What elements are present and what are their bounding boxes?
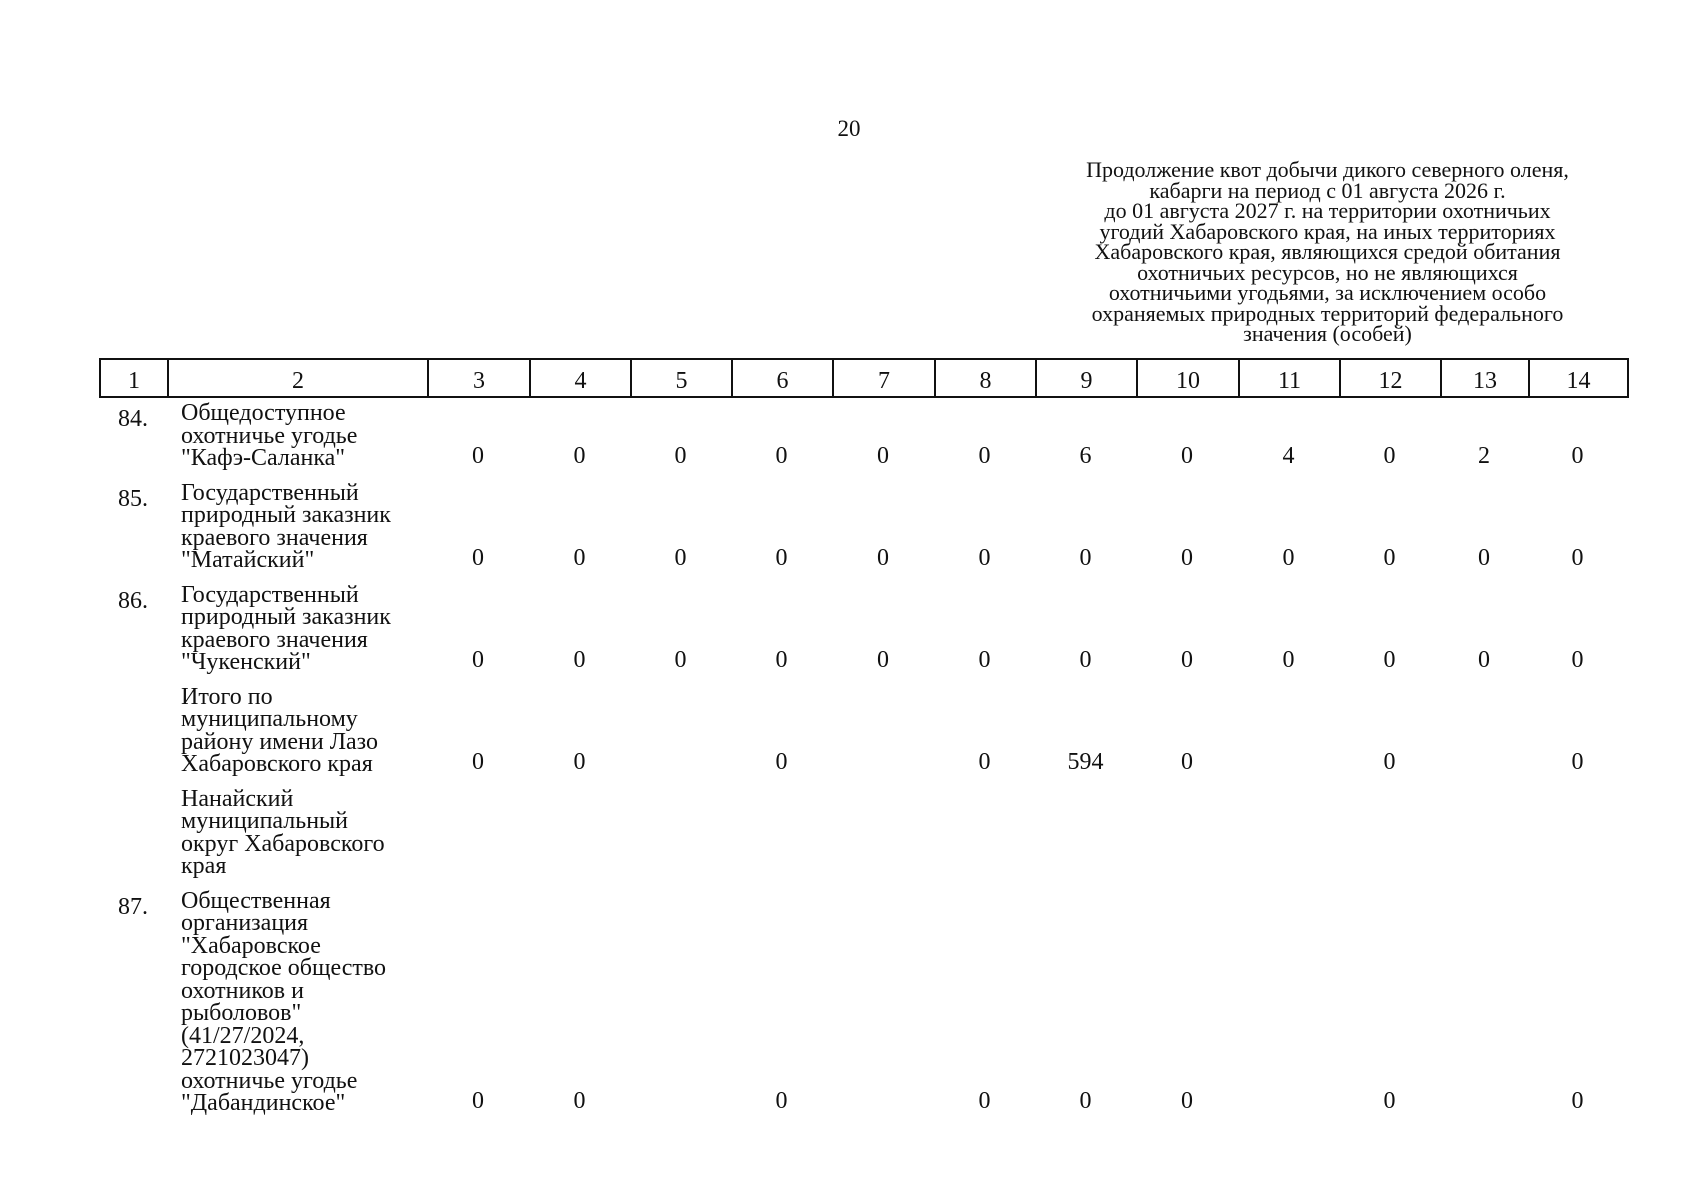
territory-name [167,581,427,675]
quota-value-col-11 [1238,890,1339,1115]
quota-value-col-10: 0 [1181,443,1193,469]
page-number: 20 [837,116,861,141]
quota-value-col-8: 0 [978,647,991,673]
quota-value-col-14: 0 [1571,545,1584,571]
quota-value-col-14: 0 [1571,749,1584,775]
quota-value-col-4: 0 [573,647,586,673]
quota-value-col-7 [832,788,934,878]
table-row [99,686,1627,776]
row-number [99,788,167,878]
quota-value-col-3: 0 [472,1088,484,1114]
quota-value-col-13: 0 [1478,647,1490,673]
quota-value-col-3: 0 [472,443,484,469]
quota-value-col-6: 0 [775,443,788,469]
header-row [100,359,1628,397]
territory-name-line: Государственный [181,479,359,506]
row-number: 85. [118,485,148,512]
quota-value-col-12: 0 [1383,545,1396,571]
caption-line: значения (особей) [1243,321,1412,346]
territory-name-line: (41/27/2024, [181,1022,305,1049]
column-header: 13 [1441,359,1529,397]
quota-value-col-10: 0 [1181,545,1193,571]
quota-value-col-7: 0 [877,443,889,469]
column-header: 2 [168,359,428,397]
column-header: 12 [1340,359,1441,397]
table-row [99,890,1627,1115]
quota-value-col-5: 0 [674,545,687,571]
territory-name-line: Хабаровского края [181,751,373,777]
territory-name-line: 2721023047) [181,1045,309,1071]
territory-name-line: "Матайский" [181,547,315,573]
quota-value-col-7 [832,686,934,776]
quota-value-col-12: 0 [1383,1088,1396,1114]
caption-line: угодий Хабаровского края, на иных территориях [1099,218,1556,244]
row-spacer-cell [99,776,1627,788]
quota-value-col-12: 0 [1383,443,1396,469]
territory-name-line: рыболовов" [181,1000,302,1026]
territory-name [167,785,427,879]
table-caption [1055,157,1600,346]
table-row [99,584,1627,674]
territory-name-line: району имени Лазо [181,728,378,755]
territory-name [167,402,427,470]
quota-value-col-8: 0 [978,749,991,775]
quota-value-col-10: 0 [1181,1088,1193,1114]
territory-name-line: муниципальный [181,808,349,834]
column-header: 14 [1529,359,1628,397]
quota-value-col-4: 0 [573,749,586,775]
quota-value-col-5 [630,788,731,878]
row-number: 86. [118,587,148,614]
quota-value-col-3: 0 [472,647,484,673]
quota-value-col-13 [1440,686,1528,776]
quota-value-col-6: 0 [775,1088,788,1114]
quota-value-col-9: 0 [1079,1088,1092,1114]
quota-value-col-3: 0 [472,545,484,571]
territory-name-line: округ Хабаровского [181,830,385,857]
territory-name-line: краевого значения [181,626,368,653]
territory-name-line: Нанайский [181,785,294,812]
quota-value-col-8: 0 [978,1088,991,1114]
quota-value-col-14: 0 [1571,443,1584,469]
quota-value-col-13 [1440,890,1528,1115]
territory-name [167,887,427,1116]
column-header: 5 [631,359,732,397]
quota-value-col-14: 0 [1571,1088,1584,1114]
quota-value-col-11: 0 [1282,647,1295,673]
column-header: 6 [732,359,833,397]
quota-value-col-9: 0 [1079,647,1092,673]
quota-value-col-11: 0 [1282,545,1295,571]
caption-line: Продолжение квот добычи дикого северного оленя, [1086,157,1569,182]
row-number: 84. [118,406,148,432]
quota-value-col-4: 0 [573,443,586,469]
territory-name-line: "Кафэ-Саланка" [181,445,346,471]
territory-name-line: краевого значения [181,524,368,551]
territory-name [167,479,427,573]
quota-value-col-6: 0 [775,647,788,673]
caption-line: кабарги на период с 01 августа 2026 г. [1149,177,1506,203]
quota-value-col-8: 0 [978,443,991,469]
quota-table [99,402,1627,1115]
caption-line: до 01 августа 2027 г. на территории охотничьих [1104,198,1551,223]
column-header: 10 [1137,359,1239,397]
quota-value-col-13: 2 [1478,443,1490,469]
territory-name-line: Государственный [181,581,359,608]
table-row [99,788,1627,878]
territory-name-line: организация [181,910,309,936]
caption-line: Хабаровского края, являющихся средой обитания [1094,239,1561,264]
row-spacer [99,776,1627,788]
quota-value-col-11 [1238,788,1339,878]
quota-value-col-3: 0 [472,749,484,775]
territory-name-line: охотничье угодье [181,422,358,449]
caption-line: охотничьих ресурсов, но не являющихся [1137,259,1518,285]
column-number-header [99,358,1629,398]
quota-value-col-10: 0 [1181,749,1193,775]
territory-name-line: "Хабаровское [181,932,321,959]
caption-line: охраняемых природных территорий федерального [1091,300,1564,326]
territory-name-line: Общедоступное [181,400,346,426]
column-header: 3 [428,359,530,397]
column-header: 8 [935,359,1036,397]
row-number: 87. [118,893,148,920]
territory-name [167,683,427,777]
quota-value-col-6 [731,788,832,878]
quota-value-col-12 [1339,788,1440,878]
column-header: 1 [100,359,168,397]
territory-name-line: охотничье угодье [181,1067,358,1094]
quota-value-col-14: 0 [1571,647,1584,673]
column-header: 7 [833,359,935,397]
quota-value-col-6: 0 [775,545,788,571]
row-number [99,686,167,776]
quota-value-col-12: 0 [1383,749,1396,775]
quota-value-col-11 [1238,686,1339,776]
territory-name-line: "Чукенский" [181,649,311,675]
quota-value-col-9: 0 [1079,545,1092,571]
territory-name-line: природный заказник [181,502,391,528]
row-spacer-cell [99,674,1627,686]
territory-name-line: охотников и [181,977,304,1004]
quota-value-col-3 [427,788,529,878]
column-header: 11 [1239,359,1340,397]
quota-value-col-5 [630,686,731,776]
column-header: 9 [1036,359,1137,397]
quota-value-col-5: 0 [674,443,687,469]
quota-value-col-4 [529,788,630,878]
quota-value-col-7: 0 [877,647,889,673]
quota-value-col-9: 6 [1079,443,1092,469]
quota-value-col-10: 0 [1181,647,1193,673]
territory-name-line: городское общество [181,955,387,981]
quota-value-col-12: 0 [1383,647,1396,673]
quota-value-col-7 [832,890,934,1115]
territory-name-line: природный заказник [181,604,391,630]
quota-value-col-14 [1528,788,1627,878]
quota-value-col-4: 0 [573,545,586,571]
column-header: 4 [530,359,631,397]
territory-name-line: края [181,853,227,879]
territory-name-line: муниципальному [181,706,358,732]
table-row [99,402,1627,470]
territory-name-line: "Дабандинское" [181,1090,346,1116]
quota-value-col-7: 0 [877,545,889,571]
quota-value-col-9: 594 [1067,749,1104,775]
quota-value-col-8: 0 [978,545,991,571]
quota-value-col-13 [1440,788,1528,878]
quota-value-col-11: 4 [1282,443,1295,469]
quota-value-col-5: 0 [674,647,687,673]
quota-value-col-10 [1136,788,1238,878]
table-row [99,482,1627,572]
quota-value-col-13: 0 [1478,545,1490,571]
territory-name-line: Общественная [181,887,331,914]
quota-value-col-4: 0 [573,1088,586,1114]
quota-value-col-6: 0 [775,749,788,775]
row-spacer [99,674,1627,686]
quota-value-col-5 [630,890,731,1115]
quota-value-col-9 [1035,788,1136,878]
quota-value-col-8 [934,788,1035,878]
caption-line: охотничьими угодьями, за исключением особо [1108,280,1547,305]
territory-name-line: Итого по [181,683,273,710]
